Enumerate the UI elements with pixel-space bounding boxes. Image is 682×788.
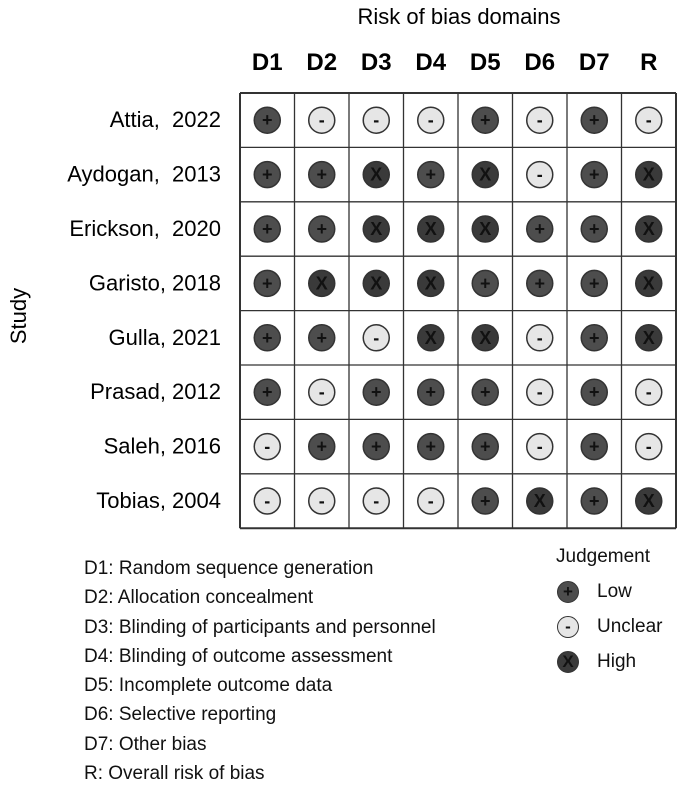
judgement-cell-low <box>581 107 607 133</box>
judgement-symbol: + <box>370 382 382 403</box>
judgement-cell-high <box>472 325 498 351</box>
judgement-cell-unclear <box>363 325 389 351</box>
judgement-legend-title: Judgement <box>556 546 651 567</box>
judgement-cell-low <box>254 270 280 296</box>
judgement-cell-unclear <box>309 379 335 405</box>
judgement-symbol: X <box>642 219 655 239</box>
domain-header-d1: D1 <box>251 49 283 76</box>
judgement-symbol: X <box>642 164 655 185</box>
judgement-symbol: + <box>261 219 273 239</box>
judgement-symbol: X <box>370 273 383 294</box>
judgement-symbol: + <box>316 164 328 185</box>
judgement-cell-unclear <box>418 488 444 514</box>
judgement-cell-low <box>418 162 444 188</box>
judgement-symbol: X <box>479 164 492 185</box>
judgement-symbol: - <box>536 436 543 457</box>
judgement-cell-low <box>527 270 553 296</box>
judgement-symbol: - <box>373 110 380 131</box>
study-label: Attia, 2022 <box>109 107 221 133</box>
judgement-cell-low <box>254 325 280 351</box>
legend-item: R: Overall risk of bias <box>84 763 265 785</box>
judgement-cell-low <box>581 216 607 242</box>
judgement-legend <box>553 546 662 679</box>
judgement-cell-low <box>418 379 444 405</box>
judgement-symbol: X <box>424 273 437 294</box>
domain-header-d7: D7 <box>578 49 610 76</box>
judgement-cell-low <box>363 379 389 405</box>
y-axis-label: Study <box>6 287 31 345</box>
judgement-cell-low <box>309 434 335 460</box>
judgement-symbol: X <box>424 327 437 348</box>
judgement-symbol: - <box>645 436 652 457</box>
judgement-cell-low <box>581 488 607 514</box>
judgement-symbol: + <box>534 219 546 239</box>
judgement-legend-symbol: X <box>557 651 579 673</box>
domain-header-d2: D2 <box>306 49 338 76</box>
judgement-symbol: X <box>642 273 655 294</box>
judgement-cell-low <box>581 162 607 188</box>
judgement-symbol: + <box>370 436 382 457</box>
judgement-cell-unclear <box>254 434 280 460</box>
study-label: Prasad, 2012 <box>90 379 221 405</box>
judgement-symbol: - <box>264 436 271 457</box>
judgement-cell-unclear <box>527 325 553 351</box>
judgement-cell-high <box>636 216 662 242</box>
judgement-cell-unclear <box>309 488 335 514</box>
judgement-cell-low <box>309 325 335 351</box>
judgement-symbol: - <box>645 382 652 403</box>
judgement-cell-low <box>472 434 498 460</box>
study-label: Erickson, 2020 <box>69 216 221 241</box>
judgement-legend-item-high <box>553 644 662 679</box>
judgement-cell-low <box>472 107 498 133</box>
judgement-symbol: + <box>261 110 273 131</box>
judgement-symbol: + <box>479 491 491 511</box>
judgement-cell-low <box>363 434 389 460</box>
judgement-cell-high <box>636 325 662 351</box>
judgement-legend-label: Unclear <box>597 615 663 637</box>
judgement-cell-low <box>309 216 335 242</box>
judgement-symbol: - <box>318 491 325 511</box>
legend-item: D5: Incomplete outcome data <box>84 675 333 697</box>
study-label: Gulla, 2021 <box>108 324 221 350</box>
study-labels <box>67 107 221 513</box>
judgement-cell-high <box>418 270 444 296</box>
judgement-symbol: - <box>536 164 543 185</box>
judgement-cell-high <box>309 270 335 296</box>
judgement-symbol: + <box>316 219 328 239</box>
judgement-cell-unclear <box>636 379 662 405</box>
judgement-symbol: + <box>588 219 600 239</box>
domain-header-r: R <box>640 49 658 76</box>
judgement-symbol: + <box>425 164 437 185</box>
legend-item: D2: Allocation concealment <box>84 587 314 609</box>
judgement-symbol: + <box>588 436 600 457</box>
judgement-cell-low <box>254 107 280 133</box>
study-label: Tobias, 2004 <box>96 488 221 513</box>
judgement-cell-high <box>418 325 444 351</box>
judgement-cell-unclear <box>418 107 444 133</box>
judgement-cell-unclear <box>527 107 553 133</box>
legend-item: D3: Blinding of participants and personnel <box>84 616 436 638</box>
judgement-symbol: X <box>642 327 655 348</box>
judgement-symbol: + <box>316 436 328 457</box>
judgement-symbol: - <box>373 491 380 511</box>
judgement-cell-low <box>472 488 498 514</box>
judgement-symbol: + <box>425 382 437 403</box>
judgement-legend-item-low <box>553 574 662 609</box>
judgement-symbol: X <box>370 164 383 185</box>
judgement-symbol: + <box>479 436 491 457</box>
judgement-symbol: + <box>425 436 437 457</box>
judgement-symbol: - <box>536 110 543 131</box>
judgement-symbol: + <box>261 382 273 403</box>
judgement-cell-high <box>363 162 389 188</box>
judgement-cell-low <box>254 216 280 242</box>
domain-legend <box>84 554 436 788</box>
judgement-symbol: + <box>479 273 491 294</box>
judgement-cell-high <box>418 216 444 242</box>
judgement-symbol: - <box>427 491 434 511</box>
judgement-symbol: - <box>373 327 380 348</box>
judgement-legend-label: High <box>597 650 637 672</box>
judgement-symbol: X <box>479 327 492 348</box>
judgement-cell-low <box>254 162 280 188</box>
judgement-cell-high <box>472 216 498 242</box>
judgement-cell-low <box>472 270 498 296</box>
judgement-cell-high <box>636 488 662 514</box>
judgement-symbol: - <box>427 110 434 131</box>
judgement-legend-symbol: + <box>557 581 579 603</box>
judgement-symbol: - <box>536 327 543 348</box>
judgement-cell-unclear <box>527 162 553 188</box>
domain-header-d3: D3 <box>360 49 392 76</box>
judgement-cell-unclear <box>527 379 553 405</box>
judgement-symbol: - <box>318 382 325 403</box>
judgement-symbol: + <box>479 382 491 403</box>
judgement-symbol: - <box>264 491 271 511</box>
judgement-cell-unclear <box>309 107 335 133</box>
judgement-cell-unclear <box>636 107 662 133</box>
domain-header-d5: D5 <box>469 49 501 76</box>
judgement-symbol: + <box>588 491 600 511</box>
legend-item: D7: Other bias <box>84 733 207 755</box>
judgement-cell-high <box>527 488 553 514</box>
study-label: Aydogan, 2013 <box>67 161 221 187</box>
judgement-cell-high <box>636 270 662 296</box>
judgement-legend-item-unclear <box>553 609 662 644</box>
judgement-cell-high <box>363 216 389 242</box>
judgement-symbol: X <box>315 273 328 294</box>
domain-header-d6: D6 <box>524 49 556 76</box>
legend-item: D4: Blinding of outcome assessment <box>84 645 393 667</box>
judgement-symbol: - <box>536 382 543 403</box>
judgement-symbol: + <box>588 164 600 185</box>
judgement-legend-label: Low <box>597 580 632 602</box>
judgement-cell-low <box>309 162 335 188</box>
judgement-cell-unclear <box>254 488 280 514</box>
judgement-symbol: + <box>316 327 328 348</box>
chart-title: Risk of bias domains <box>357 4 561 29</box>
judgement-symbol: + <box>261 164 273 185</box>
judgement-cell-low <box>581 379 607 405</box>
judgement-symbol: X <box>533 491 546 511</box>
judgement-symbol: X <box>370 219 383 239</box>
judgement-cell-low <box>527 216 553 242</box>
judgement-cell-low <box>581 325 607 351</box>
judgement-symbol: + <box>588 110 600 131</box>
judgement-cell-low <box>472 379 498 405</box>
judgement-symbol: X <box>642 491 655 511</box>
domain-header-d4: D4 <box>415 49 447 76</box>
judgement-cell-high <box>472 162 498 188</box>
judgement-cell-low <box>418 434 444 460</box>
grid <box>240 93 676 528</box>
judgement-cell-high <box>636 162 662 188</box>
judgement-symbol: - <box>645 110 652 131</box>
judgement-symbol: - <box>318 110 325 131</box>
legend-item: D6: Selective reporting <box>84 704 277 726</box>
judgement-cell-unclear <box>527 434 553 460</box>
judgement-symbol: X <box>479 219 492 239</box>
judgement-symbol: + <box>588 382 600 403</box>
judgement-cell-unclear <box>636 434 662 460</box>
judgement-cell-low <box>581 270 607 296</box>
study-label: Saleh, 2016 <box>103 433 221 459</box>
judgement-symbol: + <box>261 273 273 294</box>
judgement-cell-unclear <box>363 488 389 514</box>
judgement-symbol: + <box>588 327 600 348</box>
judgement-cell-low <box>254 379 280 405</box>
study-label: Garisto, 2018 <box>88 270 221 296</box>
judgement-cell-low <box>581 434 607 460</box>
judgement-symbol: + <box>479 110 491 131</box>
judgement-legend-symbol: - <box>557 616 579 638</box>
judgement-cell-high <box>363 270 389 296</box>
judgement-symbol: + <box>534 273 546 294</box>
judgement-symbol: + <box>261 327 273 348</box>
judgement-cell-unclear <box>363 107 389 133</box>
domain-headers <box>252 49 658 76</box>
legend-item: D1: Random sequence generation <box>84 558 374 579</box>
judgement-symbol: X <box>424 219 437 239</box>
judgement-symbol: + <box>588 273 600 294</box>
